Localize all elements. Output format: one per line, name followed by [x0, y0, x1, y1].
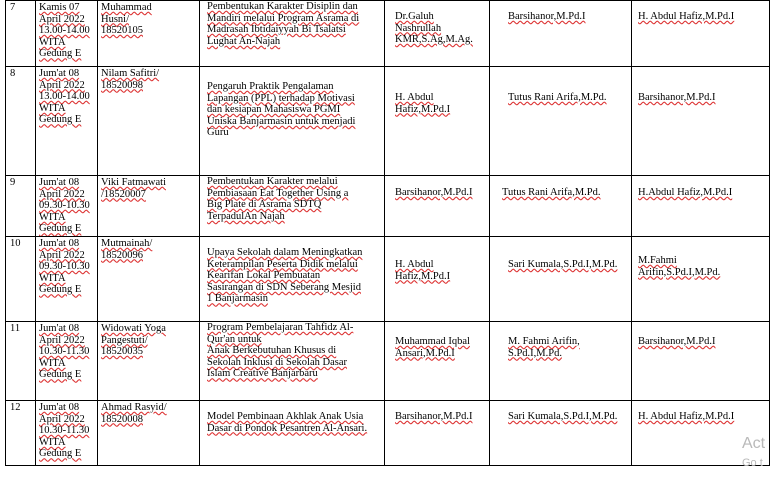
- cell-line: 18520098: [101, 79, 143, 91]
- student-cell: [98, 1, 200, 67]
- cell-line: S.Pd.I,M.Pd.: [508, 347, 562, 359]
- cell-line: Guru: [207, 127, 229, 139]
- table-row: [6, 67, 770, 176]
- student-cell: [98, 400, 200, 465]
- row-number: 11: [6, 321, 36, 400]
- cell-line: Jum'at 08: [39, 177, 80, 188]
- row-number: 8: [6, 67, 36, 176]
- student-cell: [98, 67, 200, 176]
- cell-line: /18520007: [101, 188, 146, 200]
- cell-line: Gedung E: [39, 448, 82, 460]
- schedule-cell: [36, 1, 98, 67]
- cell-line: Gedung E: [39, 48, 82, 60]
- thesis-title-cell: [200, 67, 385, 176]
- cell-line: Barsihanor,M.Pd.I: [395, 410, 473, 422]
- cell-line: Pembentukan Karakter melalui: [207, 176, 338, 187]
- student-cell: [98, 321, 200, 400]
- schedule-cell: [36, 67, 98, 176]
- cell-line: Dasar di Pondok Pesantren Al-Ansari.: [207, 422, 368, 434]
- thesis-title-cell: [200, 176, 385, 237]
- cell-line: H. Abdul Hafiz,M.Pd.I: [638, 11, 735, 22]
- cell-line: Big Plate di Asrama SDTQ: [207, 199, 322, 211]
- cell-line: Lapangan (PPL) terhadap Motivasi: [207, 92, 355, 104]
- examiner1-cell: [490, 67, 632, 176]
- cell-line: H.Abdul Hafiz,M.Pd.I: [638, 187, 733, 198]
- cell-line: WITA: [39, 211, 66, 223]
- cell-line: April 2022: [39, 188, 85, 200]
- thesis-title-cell: [200, 236, 385, 321]
- cell-line: 18520008: [101, 413, 143, 425]
- cell-line: Anak Berkebutuhan Khusus di: [207, 345, 337, 357]
- cell-line: Barsihanor,M.Pd.I: [638, 92, 716, 103]
- schedule-cell: [36, 176, 98, 237]
- row-number: 9: [6, 176, 36, 237]
- cell-line: WITA: [39, 36, 66, 48]
- cell-line: 10.30-11.30: [39, 425, 90, 437]
- cell-line: Model Pembinaan Akhlak Anak Usia: [207, 410, 364, 422]
- cell-line: Madrasah Ibtidaiyyah Bi Tsalatsi: [207, 24, 346, 36]
- cell-line: Nilam Safitri/: [101, 68, 160, 79]
- supervisor-cell: [385, 400, 490, 465]
- cell-line: Barsihanor,M.Pd.I: [395, 187, 473, 198]
- cell-line: Dr.Galuh: [395, 11, 434, 22]
- schedule-cell: [36, 236, 98, 321]
- cell-line: Barsihanor,M.Pd.I: [638, 335, 716, 347]
- cell-line: 13.00-14.00: [39, 25, 90, 37]
- cell-line: TerpadulAn Najah: [207, 210, 285, 222]
- cell-line: Uniska Banjarmasin untuk menjadi: [207, 115, 356, 127]
- cell-line: April 2022: [39, 249, 85, 261]
- cell-line: Jum'at 08: [39, 237, 80, 249]
- cell-line: Mandiri melalui Program Asrama di: [207, 12, 360, 24]
- cell-line: Hafiz,M.Pd.I: [395, 270, 451, 282]
- row-number: 12: [6, 400, 36, 465]
- cell-line: Barsihanor,M.Pd.I: [508, 11, 586, 22]
- examiner2-cell: [632, 1, 770, 67]
- cell-line: Viki Fatmawati: [101, 177, 166, 188]
- cell-line: 10.30-11.30: [39, 346, 90, 358]
- cell-line: Tutus Rani Arifa,M.Pd.: [502, 187, 601, 198]
- student-cell: [98, 236, 200, 321]
- cell-line: Arifin,S.Pd.I,M.Pd.: [638, 266, 721, 278]
- cell-line: 09.30-10.30: [39, 200, 90, 212]
- examiner1-cell: [490, 236, 632, 321]
- examiner1-cell: [490, 1, 632, 67]
- cell-line: April 2022: [39, 413, 85, 425]
- cell-line: WITA: [39, 102, 66, 114]
- supervisor-cell: [385, 1, 490, 67]
- watermark-line1: Act: [742, 435, 766, 452]
- cell-line: WITA: [39, 272, 66, 284]
- cell-line: Islam Creative Banjarbaru: [207, 368, 318, 380]
- cell-line: Pembiasaan Eat Together Using a: [207, 187, 349, 199]
- cell-line: Muhammad: [101, 2, 152, 13]
- supervisor-cell: [385, 236, 490, 321]
- cell-line: April 2022: [39, 79, 85, 91]
- cell-line: Program Pembelajaran Tahfidz Al-: [207, 321, 354, 333]
- cell-line: Gedung E: [39, 114, 82, 126]
- cell-line: Jum'at 08: [39, 401, 80, 413]
- cell-line: Pangestuti/: [101, 334, 148, 346]
- cell-line: KMR,S.Ag,M.Ag.: [395, 34, 473, 46]
- exam-schedule-table: [5, 0, 770, 466]
- cell-line: April 2022: [39, 334, 85, 346]
- cell-line: Pembentukan Karakter Disiplin dan: [207, 1, 358, 12]
- examiner2-cell: [632, 236, 770, 321]
- cell-line: 13.00-14.00: [39, 91, 90, 103]
- examiner2-cell: [632, 400, 770, 465]
- cell-line: WITA: [39, 436, 66, 448]
- cell-line: H. Abdul: [395, 92, 434, 103]
- cell-line: Kearifan Lokal Pembuatan: [207, 270, 321, 282]
- supervisor-cell: [385, 321, 490, 400]
- examiner2-cell: [632, 321, 770, 400]
- thesis-title-cell: [200, 1, 385, 67]
- cell-line: WITA: [39, 357, 66, 369]
- cell-line: 09.30-10.30: [39, 261, 90, 273]
- examiner2-cell: [632, 176, 770, 237]
- cell-line: Jum'at 08: [39, 322, 80, 334]
- table-row: [6, 236, 770, 321]
- cell-line: Upaya Sekolah dalam Meningkatkan: [207, 246, 363, 258]
- cell-line: Muhammad Iqbal: [395, 335, 470, 347]
- cell-line: Gedung E: [39, 284, 82, 296]
- cell-line: Qur'an untuk: [207, 333, 262, 345]
- row-number: 10: [6, 236, 36, 321]
- examiner2-cell: [632, 67, 770, 176]
- table-body: [6, 1, 770, 466]
- examiner1-cell: [490, 321, 632, 400]
- table-row: [6, 400, 770, 465]
- cell-line: 18520035: [101, 346, 143, 358]
- examiner1-cell: [490, 176, 632, 237]
- cell-line: Lughat An-Najah: [207, 35, 281, 47]
- examiner1-cell: [490, 400, 632, 465]
- cell-line: Sekolah Inklusi di Sekolah Dasar: [207, 356, 347, 368]
- cell-line: Ansari,M.Pd.I: [395, 347, 455, 359]
- schedule-cell: [36, 321, 98, 400]
- supervisor-cell: [385, 176, 490, 237]
- supervisor-cell: [385, 67, 490, 176]
- cell-line: Tutus Rani Arifa,M.Pd.: [508, 92, 607, 103]
- cell-line: Gedung E: [39, 369, 82, 381]
- cell-line: Ahmad Rasyid/: [101, 401, 167, 413]
- watermark-line2: Go t: [742, 457, 763, 469]
- cell-line: 1 Banjarmasin: [207, 293, 268, 305]
- cell-line: Keterampilan Peserta Didik melalui: [207, 258, 358, 270]
- thesis-title-cell: [200, 400, 385, 465]
- cell-line: Nashrullah: [395, 22, 442, 34]
- row-number: 7: [6, 1, 36, 67]
- table-row: [6, 176, 770, 237]
- cell-line: H. Abdul Hafiz,M.Pd.I: [638, 410, 735, 422]
- cell-line: Mutmainah/: [101, 237, 153, 249]
- cell-line: Sari Kumala,S.Pd.I,M.Pd.: [508, 410, 618, 422]
- cell-line: M. Fahmi Arifin,: [508, 335, 580, 347]
- cell-line: Sasirangan di SDN Seberang Mesjid: [207, 281, 361, 293]
- cell-line: Husni/: [101, 13, 130, 25]
- cell-line: Hafiz,M.Pd.I: [395, 103, 451, 115]
- cell-line: 18520096: [101, 249, 143, 261]
- cell-line: Widowati Yoga: [101, 322, 166, 334]
- student-cell: [98, 176, 200, 237]
- cell-line: Gedung E: [39, 223, 82, 235]
- cell-line: Pengaruh Praktik Pengalaman: [207, 81, 334, 92]
- thesis-title-cell: [200, 321, 385, 400]
- cell-line: M.Fahmi: [638, 254, 677, 266]
- cell-line: April 2022: [39, 13, 85, 25]
- cell-line: 18520105: [101, 25, 143, 37]
- cell-line: H. Abdul: [395, 258, 434, 270]
- schedule-cell: [36, 400, 98, 465]
- table-row: [6, 1, 770, 67]
- cell-line: Jum'at 08: [39, 68, 80, 79]
- cell-line: Sari Kumala,S.Pd.I,M.Pd.: [508, 258, 618, 270]
- table-row: [6, 321, 770, 400]
- cell-line: Kamis 07: [39, 2, 80, 13]
- cell-line: dan kesiapan Mahasiswa PGMI: [207, 104, 341, 116]
